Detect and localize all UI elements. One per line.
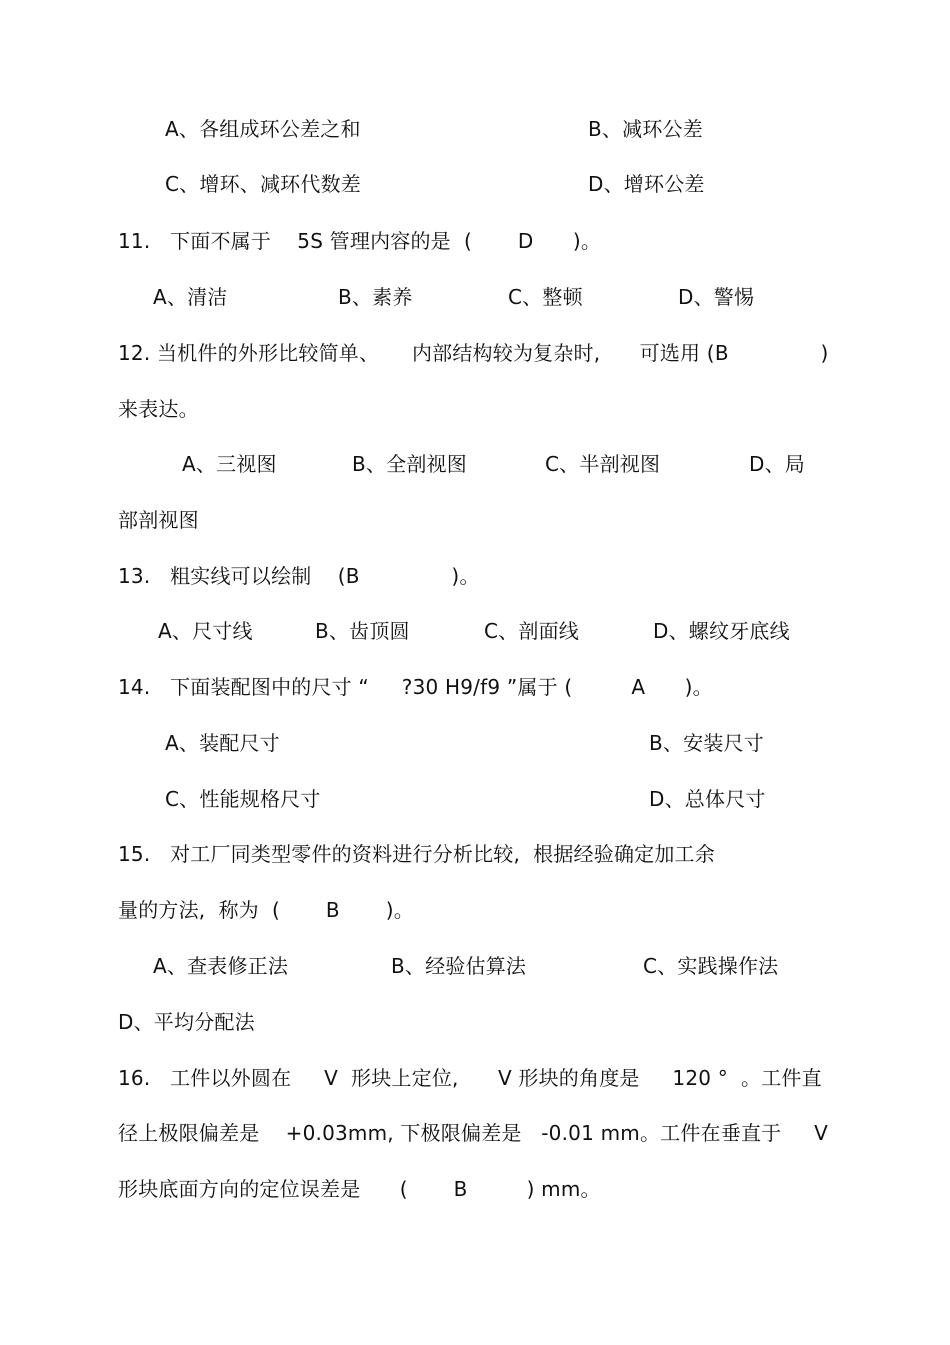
q11-stem: 11. 下面不属于 5S 管理内容的是 ( D )。 <box>118 229 602 253</box>
q15-stem-line-1: 15. 对工厂同类型零件的资料进行分析比较, 根据经验确定加工余 <box>118 842 715 866</box>
q13-stem: 13. 粗实线可以绘制 (B )。 <box>118 564 480 588</box>
q15-stem-line-2: 量的方法, 称为 ( B )。 <box>118 898 414 922</box>
q10-option-d: D、增环公差 <box>588 172 705 196</box>
q12-option-d: D、局 <box>749 452 806 476</box>
q13-option-d: D、螺纹牙底线 <box>653 619 790 643</box>
q14-stem: 14. 下面装配图中的尺寸 “ ?30 H9/f9 ”属于 ( A )。 <box>118 675 713 699</box>
q11-option-d: D、警惕 <box>678 285 755 309</box>
q14-option-d: D、总体尺寸 <box>649 787 766 811</box>
q16-line-1: 16. 工件以外圆在 V 形块上定位, V 形块的角度是 120 ° 。工件直 <box>118 1066 822 1090</box>
q13-option-c: C、剖面线 <box>484 619 579 643</box>
q14-option-c: C、性能规格尺寸 <box>165 787 321 811</box>
q12-option-c: C、半剖视图 <box>545 452 661 476</box>
q10-option-b: B、减环公差 <box>588 117 703 141</box>
q13-option-a: A、尺寸线 <box>158 619 253 643</box>
q10-option-a: A、各组成环公差之和 <box>165 117 361 141</box>
q13-option-b: B、齿顶圆 <box>315 619 410 643</box>
q12-option-a: A、三视图 <box>182 452 277 476</box>
q11-option-b: B、素养 <box>338 285 413 309</box>
q14-option-b: B、安装尺寸 <box>649 731 764 755</box>
q15-option-a: A、查表修正法 <box>153 954 289 978</box>
q15-option-d: D、平均分配法 <box>118 1010 255 1034</box>
q11-option-a: A、清洁 <box>153 285 228 309</box>
q15-option-c: C、实践操作法 <box>643 954 779 978</box>
q14-option-a: A、装配尺寸 <box>165 731 280 755</box>
q11-option-c: C、整顿 <box>508 285 583 309</box>
q10-option-c: C、增环、减环代数差 <box>165 172 361 196</box>
q12-stem-line-1: 12. 当机件的外形比较简单、 内部结构较为复杂时, 可选用 (B ) <box>118 341 829 365</box>
q12-option-d-continued: 部剖视图 <box>118 508 199 532</box>
q16-line-2: 径上极限偏差是 +0.03mm, 下极限偏差是 -0.01 mm。工件在垂直于 V <box>118 1121 829 1145</box>
q12-option-b: B、全剖视图 <box>352 452 467 476</box>
q15-option-b: B、经验估算法 <box>391 954 527 978</box>
q16-line-3: 形块底面方向的定位误差是 ( B ) mm。 <box>118 1177 601 1201</box>
q12-stem-line-2: 来表达。 <box>118 397 199 421</box>
